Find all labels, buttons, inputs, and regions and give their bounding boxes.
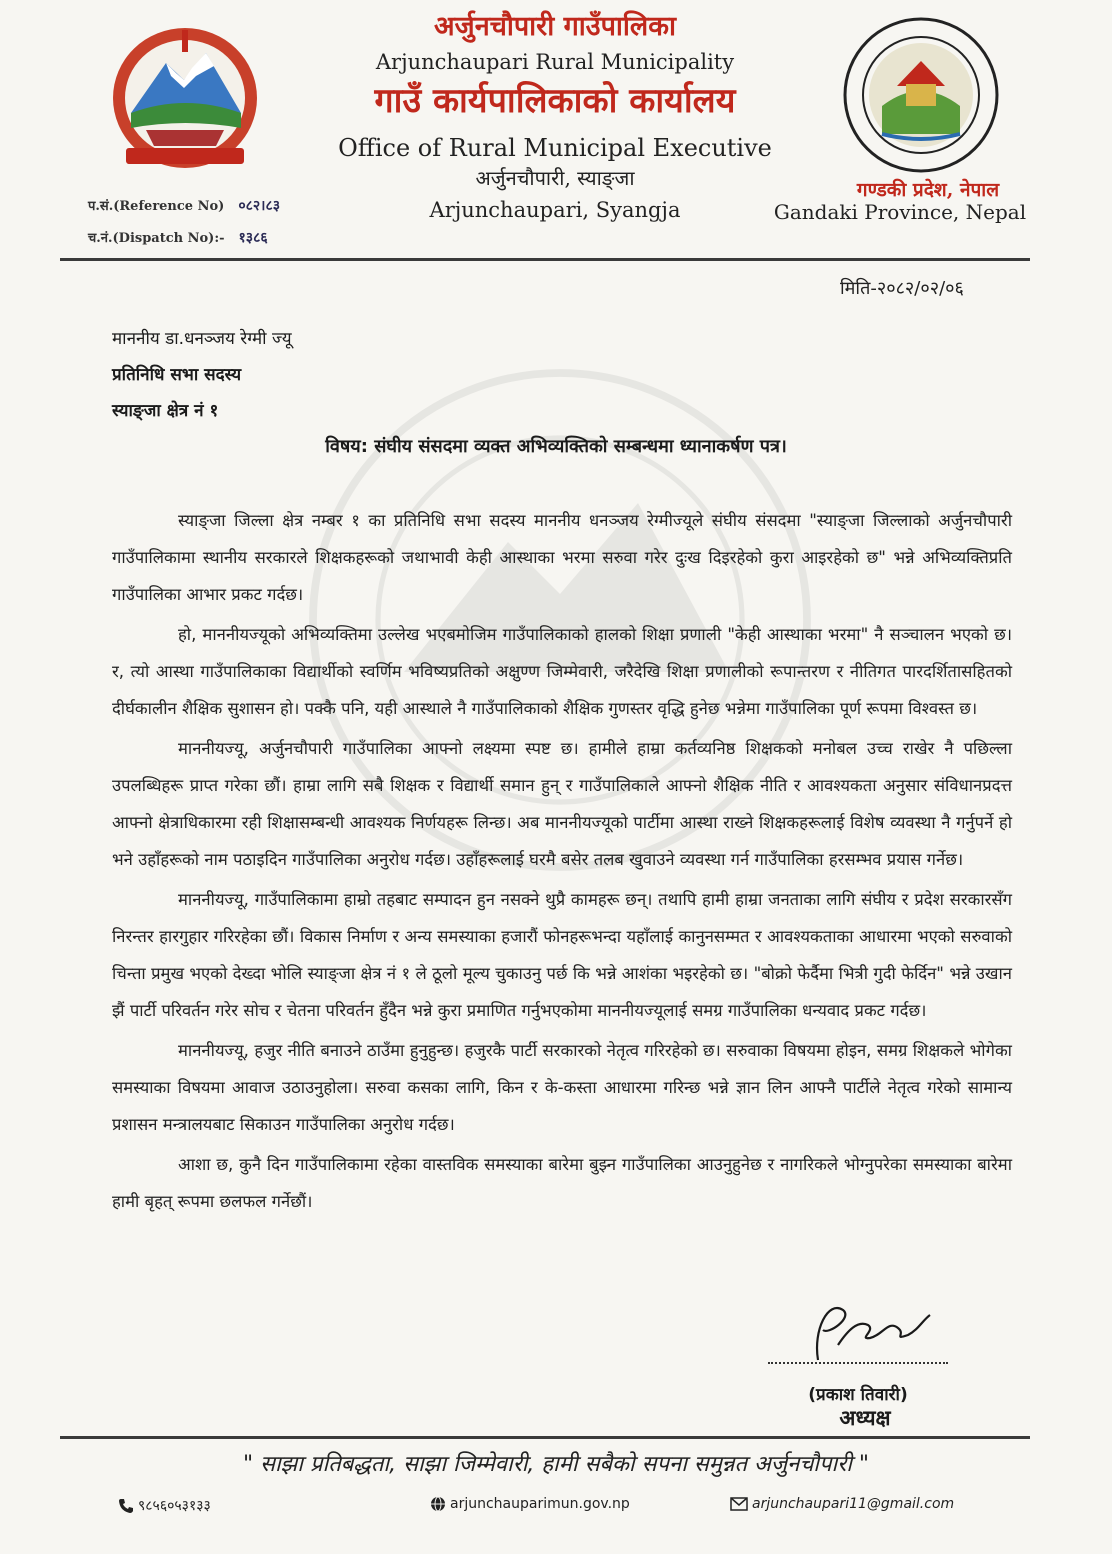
address-en: Arjunchaupari, Syangja [429,198,681,222]
recipient-title: प्रतिनिधि सभा सदस्य [112,365,242,385]
footer-email [730,1496,954,1512]
recipient-name: माननीय डा.धनञ्जय रेग्मी ज्यू [112,329,292,349]
footer-divider [60,1436,1030,1439]
email-link[interactable]: arjunchaupari11@gmail.com [752,1496,955,1512]
province-dev: गण्डकी प्रदेश, नेपाल [856,179,1000,201]
nepal-emblem-icon [96,18,274,188]
letter-subject: विषय: संघीय संसदमा व्यक्त अभिव्यक्तिको सम्बन्धमा ध्यानाकर्षण पत्र। [325,436,787,457]
header-divider [60,258,1030,261]
reference-number [88,196,280,215]
phone-number: ९८५६०५३१३३ [138,1498,211,1514]
signature-icon [798,1290,938,1370]
email-icon [730,1497,748,1511]
reference-label: प.सं.(Reference No) [88,199,225,214]
municipality-name-dev: अर्जुनचौपारी गाउँपालिका [434,11,676,42]
signer-title: अध्यक्ष [839,1406,891,1430]
dispatch-number [88,228,268,247]
municipality-name-en: Arjunchaupari Rural Municipality [375,50,735,74]
signer-name: (प्रकाश तिवारी) [808,1385,908,1405]
recipient-constituency: स्याङ्जा क्षेत्र नं १ [112,401,219,421]
dispatch-label: च.नं.(Dispatch No):- [88,231,225,246]
website-link[interactable]: arjunchauparimun.gov.np [450,1496,630,1512]
office-name-dev: गाउँ कार्यपालिकाको कार्यालय [374,81,736,121]
province-en: Gandaki Province, Nepal [773,200,1027,224]
letter-date: मिति-२०८२/०२/०६ [840,278,964,299]
paragraph: स्याङ्जा जिल्ला क्षेत्र नम्बर १ का प्रतिनिधि सभा सदस्य माननीय धनञ्जय रेग्मीज्यूले संघीय संसदमा "स्याङ्जा जिल्लाको अर्जुनचौपारी गाउँपालिकामा स्थानीय सरकारले शिक्षकहरूको जथाभावी केही आस्थाका भरमा सरुवा गरेर दुःख दिइरहेको कुरा आइरहेको छ" भन्ने अभिव्यक्तिप्रति गाउँपालिका आभार प्रकट गर्दछ। [112,511,1012,604]
letter-body [112,502,1012,1223]
footer-phone [118,1496,211,1515]
globe-icon [430,1496,446,1512]
office-name-en: Office of Rural Municipal Executive [338,134,772,162]
paragraph: हो, माननीयज्यूको अभिव्यक्तिमा उल्लेख भएबमोजिम गाउँपालिकाको हालको शिक्षा प्रणाली "केही आस्थाका भरमा" नै सञ्चालन भएको छ। र, त्यो आस्था गाउँपालिकाका विद्यार्थीको स्वर्णिम भविष्यप्रतिको अक्षुण्ण जिम्मेवारी, जरैदेखि शिक्षा प्रणालीको रूपान्तरण र नीतिगत पारदर्शितासहितको दीर्घकालीन शैक्षिक सुशासन हो। पक्कै पनि, यही आस्थाले नै गाउँपालिकाको शैक्षिक गुणस्तर वृद्धि हुनेछ भन्नेमा गाउँपालिका पूर्ण रूपमा विश्वस्त छ। [112,625,1012,718]
address-dev: अर्जुनचौपारी, स्याङ्जा [475,166,635,190]
phone-icon [118,1498,134,1514]
signature-line [768,1362,948,1364]
dispatch-value: १३८६ [238,230,268,246]
paragraph: माननीयज्यू, अर्जुनचौपारी गाउँपालिका आफ्नो लक्ष्यमा स्पष्ट छ। हामीले हाम्रा कर्तव्यनिष्ठ शिक्षकको मनोबल उच्च राखेर नै पछिल्ला उपलब्धिहरू प्राप्त गरेका छौं। हाम्रा लागि सबै शिक्षक र विद्यार्थी समान हुन् र गाउँपालिकाले आफ्नो शैक्षिक नीति र आवश्यकता अनुसार संविधानप्रदत्त आफ्नो क्षेत्राधिकारमा रही शिक्षासम्बन्धी आवश्यक निर्णयहरू लिन्छ। अब माननीयज्यूको पार्टीमा आस्था राख्ने शिक्षकहरूलाई विशेष व्यवस्था नै गर्नुपर्ने हो भने उहाँहरूको नाम पठाइदिन गाउँपालिका अनुरोध गर्दछ। उहाँहरूलाई घरमै बसेर तलब खुवाउने व्यवस्था गर्न गाउँपालिका हरसम्भव प्रयास गर्नेछ। [112,739,1012,869]
municipality-seal-icon [842,16,1000,174]
slogan: " साझा प्रतिबद्धता, साझा जिम्मेवारी, हामी सबैको सपना समुन्नत अर्जुनचौपारी " [242,1452,870,1477]
paragraph: माननीयज्यू, हजुर नीति बनाउने ठाउँमा हुनुहुन्छ। हजुरकै पार्टी सरकारको नेतृत्व गरिरहेको छ। सरुवाका विषयमा होइन, समग्र शिक्षकले भोगेका समस्याका विषयमा आवाज उठाउनुहोला। सरुवा कसका लागि, किन र के-कस्ता आधारमा गरिन्छ भन्ने ज्ञान लिन आफ्नै पार्टीले नेतृत्व गरेको सामान्य प्रशासन मन्त्रालयबाट सिकाउन गाउँपालिका अनुरोध गर्दछ। [112,1041,1012,1134]
reference-value: ०८२।८३ [238,198,281,214]
paragraph: माननीयज्यू, गाउँपालिकामा हाम्रो तहबाट सम्पादन हुन नसक्ने थुप्रै कामहरू छन्। तथापि हामी हाम्रा जनताका लागि संघीय र प्रदेश सरकारसँग निरन्तर हारगुहार गरिरहेका छौं। विकास निर्माण र अन्य समस्याका हजारौं फोनहरूभन्दा यहाँलाई कानुनसम्मत र आवश्यकताका आधारमा भएको सरुवाको चिन्ता प्रमुख भएको देख्दा भोलि स्याङ्जा क्षेत्र नं १ ले ठूलो मूल्य चुकाउनु पर्छ कि भन्ने आशंका भइरहेको छ। "बोक्रो फेर्दैमा भित्री गुदी फेर्दिन" भन्ने उखान झैं पार्टी परिवर्तन गरेर सोच र चेतना परिवर्तन हुँदैन भन्ने कुरा प्रमाणित गर्नुभएकोमा माननीयज्यूलाई समग्र गाउँपालिका धन्यवाद प्रकट गर्दछ। [112,890,1012,1020]
paragraph: आशा छ, कुनै दिन गाउँपालिकामा रहेका वास्तविक समस्याका बारेमा बुझ्न गाउँपालिका आउनुहुनेछ र नागरिकले भोग्नुपरेका समस्याका बारेमा हामी बृहत् रूपमा छलफल गर्नेछौं। [112,1155,1012,1211]
footer-website [430,1496,630,1512]
